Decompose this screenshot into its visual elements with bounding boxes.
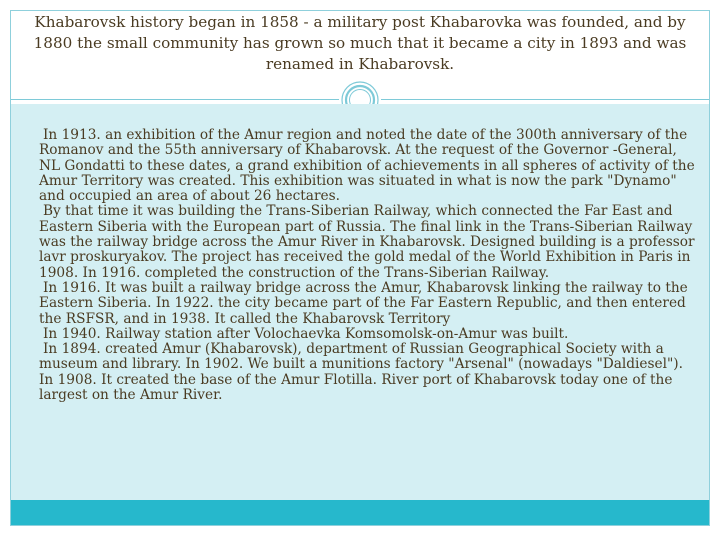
paragraph-4-text: In 1940. Railway station after Volochaevka Komsomolsk-on-Amur was built. [43,325,569,342]
bottom-accent-bar [11,500,709,525]
paragraph-3 [39,281,699,327]
paragraph-2-text: By that time it was building the Trans-Siberian Railway, which connected the Far East and Eastern Siberia with the European part of Russia. The final link in the Trans-Siberian Railway was the railway bridge across the Amur River in Khabarovsk. Designed building is a professor lavr proskuryakov. The project has received the gold medal of the World Exhibition in Paris in 1908. In 1916. completed the construction of the Trans-Siberian Railway. [39,203,695,281]
divider-left [11,99,339,100]
paragraph-1 [39,128,699,204]
divider-right [381,99,709,100]
paragraph-5-text: In 1894. created Amur (Khabarovsk), department of Russian Geographical Society with a museum and library. In 1902. We built a munitions factory "Arsenal" (nowadays "Daldiesel"). In 1908. It created the base of the Amur Flotilla. River port of Khabarovsk today one of the largest on the Amur River. [39,341,683,404]
slide-title: Khabarovsk history began in 1858 - a military post Khabarovka was founded, and by 1880 the small community has grown so much that it became a city in 1893 and was renamed in Khabarovsk. [33,13,687,73]
paragraph-4 [39,327,699,342]
paragraph-2 [39,204,699,280]
content-panel [11,104,709,500]
paragraph-3-text: In 1916. It was built a railway bridge across the Amur, Khabarovsk linking the railway to the Eastern Siberia. In 1922. the city became part of the Far Eastern Republic, and then entered the RSFSR, and in 1938. It called the Khabarovsk Territory [39,279,688,327]
paragraph-5 [39,342,699,403]
paragraph-1-text: In 1913. an exhibition of the Amur region and noted the date of the 300th anniversary of the Romanov and the 55th anniversary of Khabarovsk. At the request of the Governor -General, NL Gondatti to these dates, a grand exhibition of achievements in all spheres of activity of the Amur Territory was created. This exhibition was situated in what is now the park "Dynamo" and occupied an area of about 26 hectares. [39,127,695,205]
